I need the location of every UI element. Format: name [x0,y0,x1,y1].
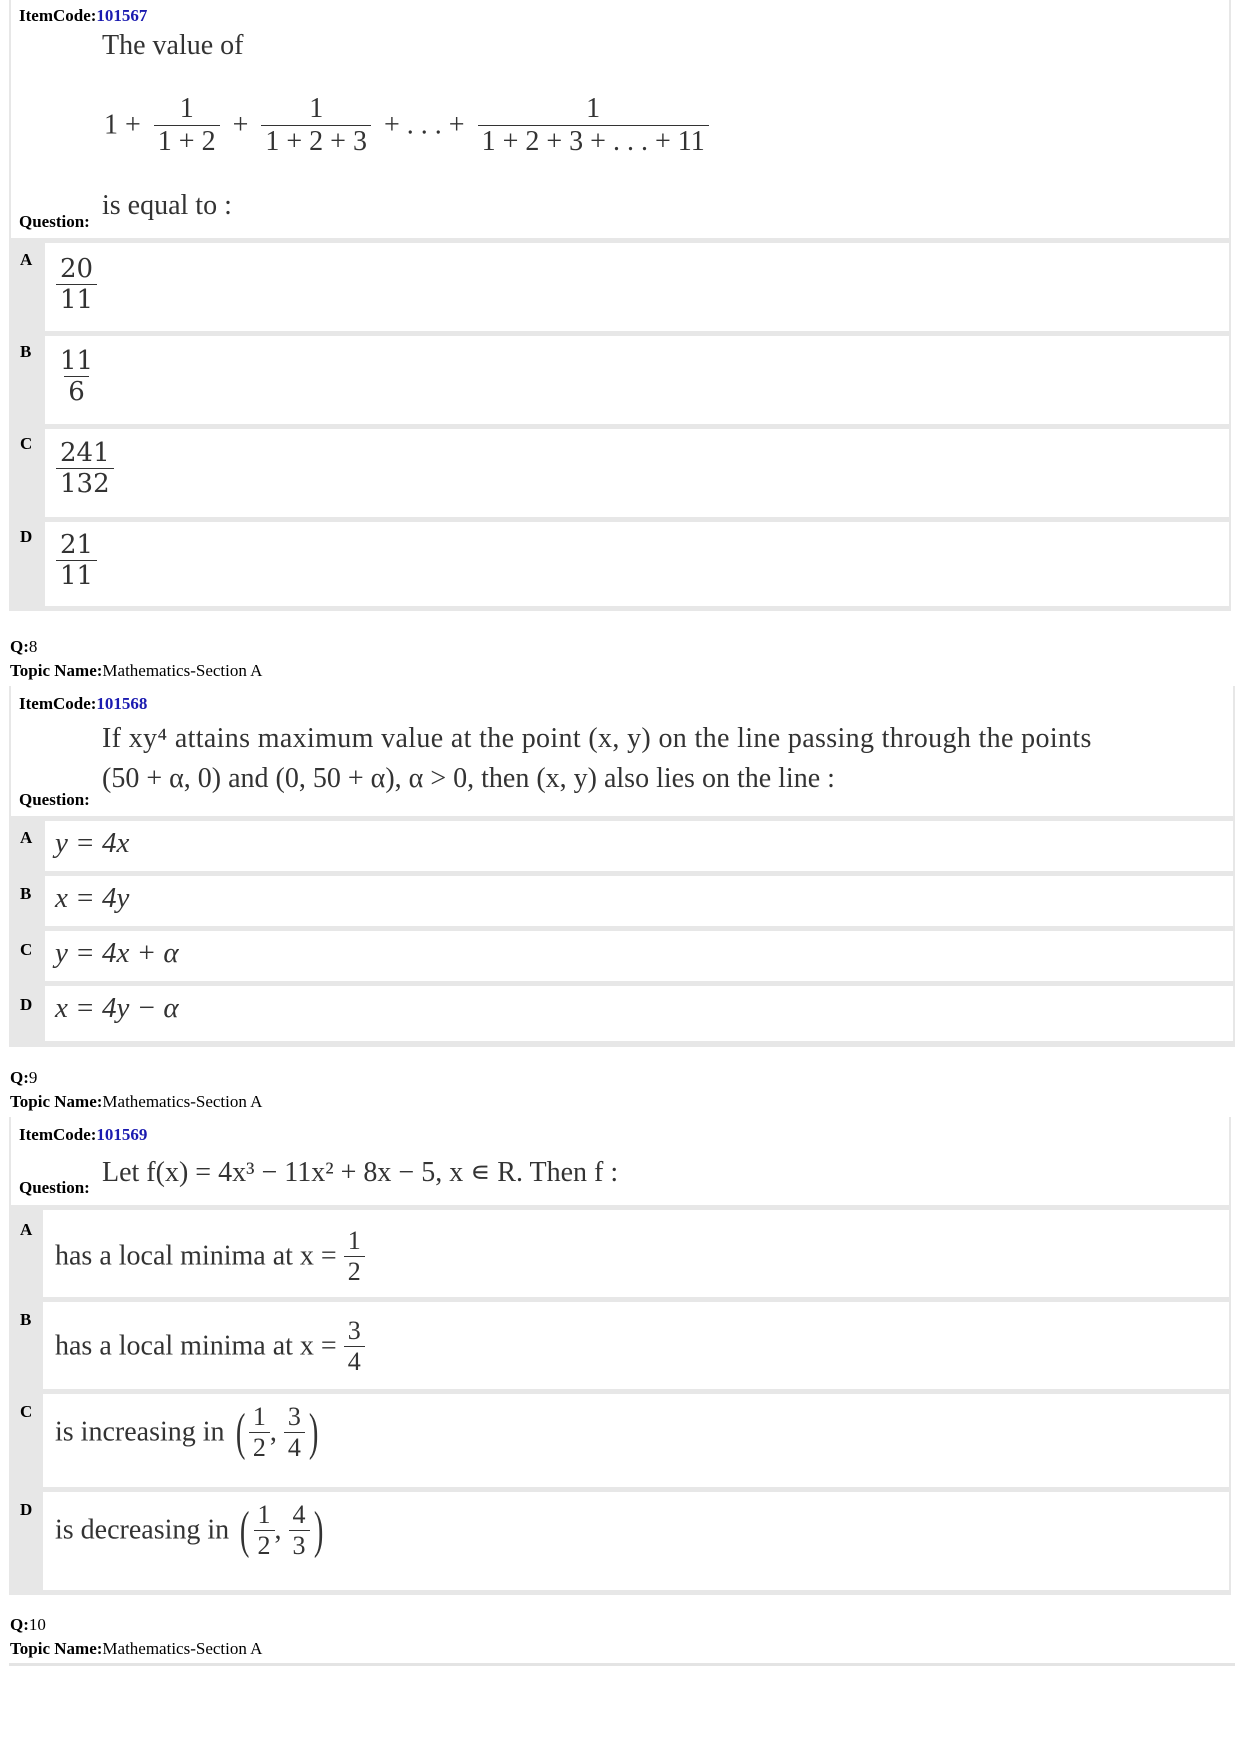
option-row-b[interactable] [45,336,1229,424]
item-code [19,1125,147,1145]
question-label: Question: [19,790,90,809]
q-label: Q: [10,637,29,656]
item-code-value: 101568 [96,694,148,713]
item-code-label: ItemCode: [19,1125,97,1144]
option-row-c[interactable] [45,931,1233,981]
question-label: Question: [19,212,90,231]
option-fraction [56,254,97,315]
q-label: Q: [10,1615,29,1634]
question-number [10,637,37,657]
option-letter: C [20,940,33,959]
option-content: is decreasing in ( $\frac{1}{2}$ , $\frac{4}{3}$ ) [55,1500,323,1560]
question-stem-intro: The value of [102,30,244,61]
expr-dots: + . . . + [383,109,465,141]
option-content: is increasing in ( $\frac{1}{2}$ , $\frac{3}{4}$ ) [55,1402,319,1462]
fraction-num: 1 [347,1226,361,1255]
option-text: is decreasing in [55,1514,230,1546]
q-number: 8 [28,637,38,656]
option-content [55,1226,365,1287]
question-label: Question: [19,1178,90,1197]
expr-term-1-num: 1 [179,93,194,124]
fraction-den: 2 [249,1432,270,1463]
series-expression [104,93,715,158]
item-code [19,6,147,26]
item-code-value: 101569 [96,1125,148,1144]
topic-name [10,1092,262,1112]
expr-term-2-den: 1 + 2 + 3 [261,125,371,158]
fraction-den: 6 [64,376,89,407]
option-row-a[interactable] [45,821,1233,871]
q-number: 10 [28,1615,46,1634]
option-letter: D [20,995,33,1014]
question-stem-line2: (50 + α, 0) and (0, 50 + α), α > 0, then (x, y) also lies on the line : [102,763,835,794]
fraction-den: 3 [289,1530,310,1561]
open-paren: ( [240,1501,250,1559]
question-stem-outro: is equal to : [102,190,232,221]
fraction-num: 11 [60,346,94,376]
option-text: is increasing in [55,1416,225,1448]
option-letter: A [20,1220,33,1239]
option-row-b[interactable] [45,876,1233,926]
expr-term-2 [261,93,371,158]
question-stem: Let f(x) = 4x³ − 11x² + 8x − 5, x ∊ R. Then f : [102,1157,619,1188]
question-number [10,1615,46,1635]
option-text: y = 4x [55,827,130,859]
option-row-a[interactable] [45,243,1229,331]
topic-name [10,1639,262,1659]
fraction-num: 3 [347,1316,361,1345]
item-code [19,694,147,714]
item-code-label: ItemCode: [19,6,97,25]
topic-label: Topic Name: [10,1092,103,1111]
fraction-den: 4 [284,1432,305,1463]
close-paren: ) [308,1403,319,1461]
option-letter: C [20,434,33,453]
section-divider [9,1663,1235,1666]
expr-lead: 1 + [104,109,141,141]
expr-term-1 [154,93,220,158]
fraction-den: 11 [56,284,97,315]
open-paren: ( [235,1403,245,1461]
option-letter: D [20,1500,33,1519]
fraction-den: 2 [344,1256,365,1287]
option-text: y = 4x + α [55,937,179,969]
option-row-d[interactable] [45,522,1229,606]
option-letter: B [20,342,32,361]
option-letter: A [20,828,33,847]
expr-term-3-num: 1 [586,93,601,124]
topic-value: Mathematics-Section A [102,1092,263,1111]
option-letter: C [20,1402,33,1421]
fraction-num: 241 [60,438,110,468]
option-letter: D [20,527,33,546]
option-text: has a local minima at x = [55,1240,337,1272]
fraction-den: 2 [254,1530,275,1561]
option-letter: B [20,1310,32,1329]
fraction-num: 4 [292,1500,306,1529]
expr-term-3-den: 1 + 2 + 3 + . . . + 11 [478,125,709,158]
option-text: x = 4y − α [55,992,179,1024]
fraction-num: 3 [287,1402,301,1431]
q-number: 9 [28,1068,38,1087]
option-text: has a local minima at x = [55,1330,337,1362]
item-code-label: ItemCode: [19,694,97,713]
fraction-num: 1 [257,1500,271,1529]
expr-term-3 [478,93,709,158]
fraction-den: 4 [344,1346,365,1377]
topic-label: Topic Name: [10,661,103,680]
question-number [10,1068,37,1088]
close-paren: ) [313,1501,323,1559]
fraction-num: 21 [60,530,94,560]
expr-term-2-num: 1 [309,93,324,124]
option-letter: B [20,884,32,903]
option-fraction [56,438,114,499]
option-content [55,1316,365,1377]
topic-name [10,661,262,681]
option-fraction [56,346,97,407]
q-label: Q: [10,1068,29,1087]
item-code-value: 101567 [96,6,148,25]
option-row-d[interactable] [45,986,1233,1041]
expr-plus: + [232,109,249,141]
option-row-c[interactable] [45,429,1229,517]
expr-term-1-den: 1 + 2 [154,125,220,158]
question-stem-line1: If xy⁴ attains maximum value at the point (x, y) on the line passing through the points [102,723,1092,754]
topic-label: Topic Name: [10,1639,103,1658]
fraction-den: 11 [56,560,97,591]
fraction-num: 1 [252,1402,266,1431]
topic-value: Mathematics-Section A [102,1639,263,1658]
option-fraction [56,530,97,591]
option-letter: A [20,250,33,269]
topic-value: Mathematics-Section A [102,661,263,680]
fraction-num: 20 [60,254,94,284]
fraction-den: 132 [56,468,114,499]
option-text: x = 4y [55,882,130,914]
